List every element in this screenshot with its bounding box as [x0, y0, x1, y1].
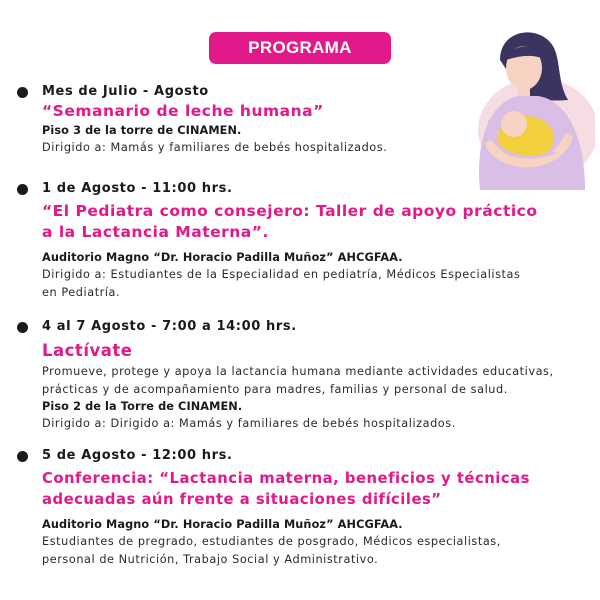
event-item: [42, 447, 588, 568]
event-location: Piso 2 de la Torre de CINAMEN.: [42, 400, 243, 413]
event-location: Piso 3 de la torre de CINAMEN.: [42, 124, 242, 137]
bullet-dot: [17, 322, 28, 333]
event-audience: Estudiantes de pregrado, estudiantes de posgrado, Médicos especialistas,: [42, 535, 501, 548]
event-description-line: prácticas y de acompañamiento para madres, familias y personal de salud.: [42, 382, 508, 396]
bullet-dot: [17, 184, 28, 195]
event-location: Auditorio Magno “Dr. Horacio Padilla Muñoz” AHCGFAA.: [42, 518, 403, 531]
event-audience: Dirigido a: Mamás y familiares de bebés hospitalizados.: [42, 141, 388, 154]
event-audience: Dirigido a: Estudiantes de la Especialidad en pediatría, Médicos Especialistas: [42, 268, 521, 281]
bullet-dot: [17, 87, 28, 98]
event-item: [42, 180, 588, 301]
event-date: 1 de Agosto - 11:00 hrs.: [42, 181, 233, 196]
event-title: Lactívate: [42, 341, 133, 360]
event-title: Conferencia: “Lactancia materna, beneficios y técnicas: [42, 470, 530, 487]
event-audience-line: en Pediatría.: [42, 285, 121, 299]
event-date: Mes de Julio - Agosto: [42, 84, 209, 99]
event-item: [42, 83, 588, 157]
event-title: “El Pediatra como consejero: Taller de apoyo práctico: [42, 202, 538, 220]
event-date: 4 al 7 Agosto - 7:00 a 14:00 hrs.: [42, 319, 297, 334]
programa-badge: PROGRAMA: [209, 32, 391, 64]
bullet-dot: [17, 451, 28, 462]
event-date: 5 de Agosto - 12:00 hrs.: [42, 448, 233, 463]
event-description: Promueve, protege y apoya la lactancia humana mediante actividades educativas,: [42, 365, 554, 378]
event-audience: Dirigido a: Dirigido a: Mamás y familiares de bebés hospitalizados.: [42, 417, 456, 430]
event-title-line: a la Lactancia Materna”.: [42, 223, 269, 241]
event-location: Auditorio Magno “Dr. Horacio Padilla Muñoz” AHCGFAA.: [42, 251, 403, 264]
event-audience-line: personal de Nutrición, Trabajo Social y Administrativo.: [42, 552, 379, 566]
event-title: “Semanario de leche humana”: [42, 102, 324, 120]
event-title-line: adecuadas aún frente a situaciones difíciles”: [42, 491, 442, 508]
event-item: [42, 318, 588, 433]
